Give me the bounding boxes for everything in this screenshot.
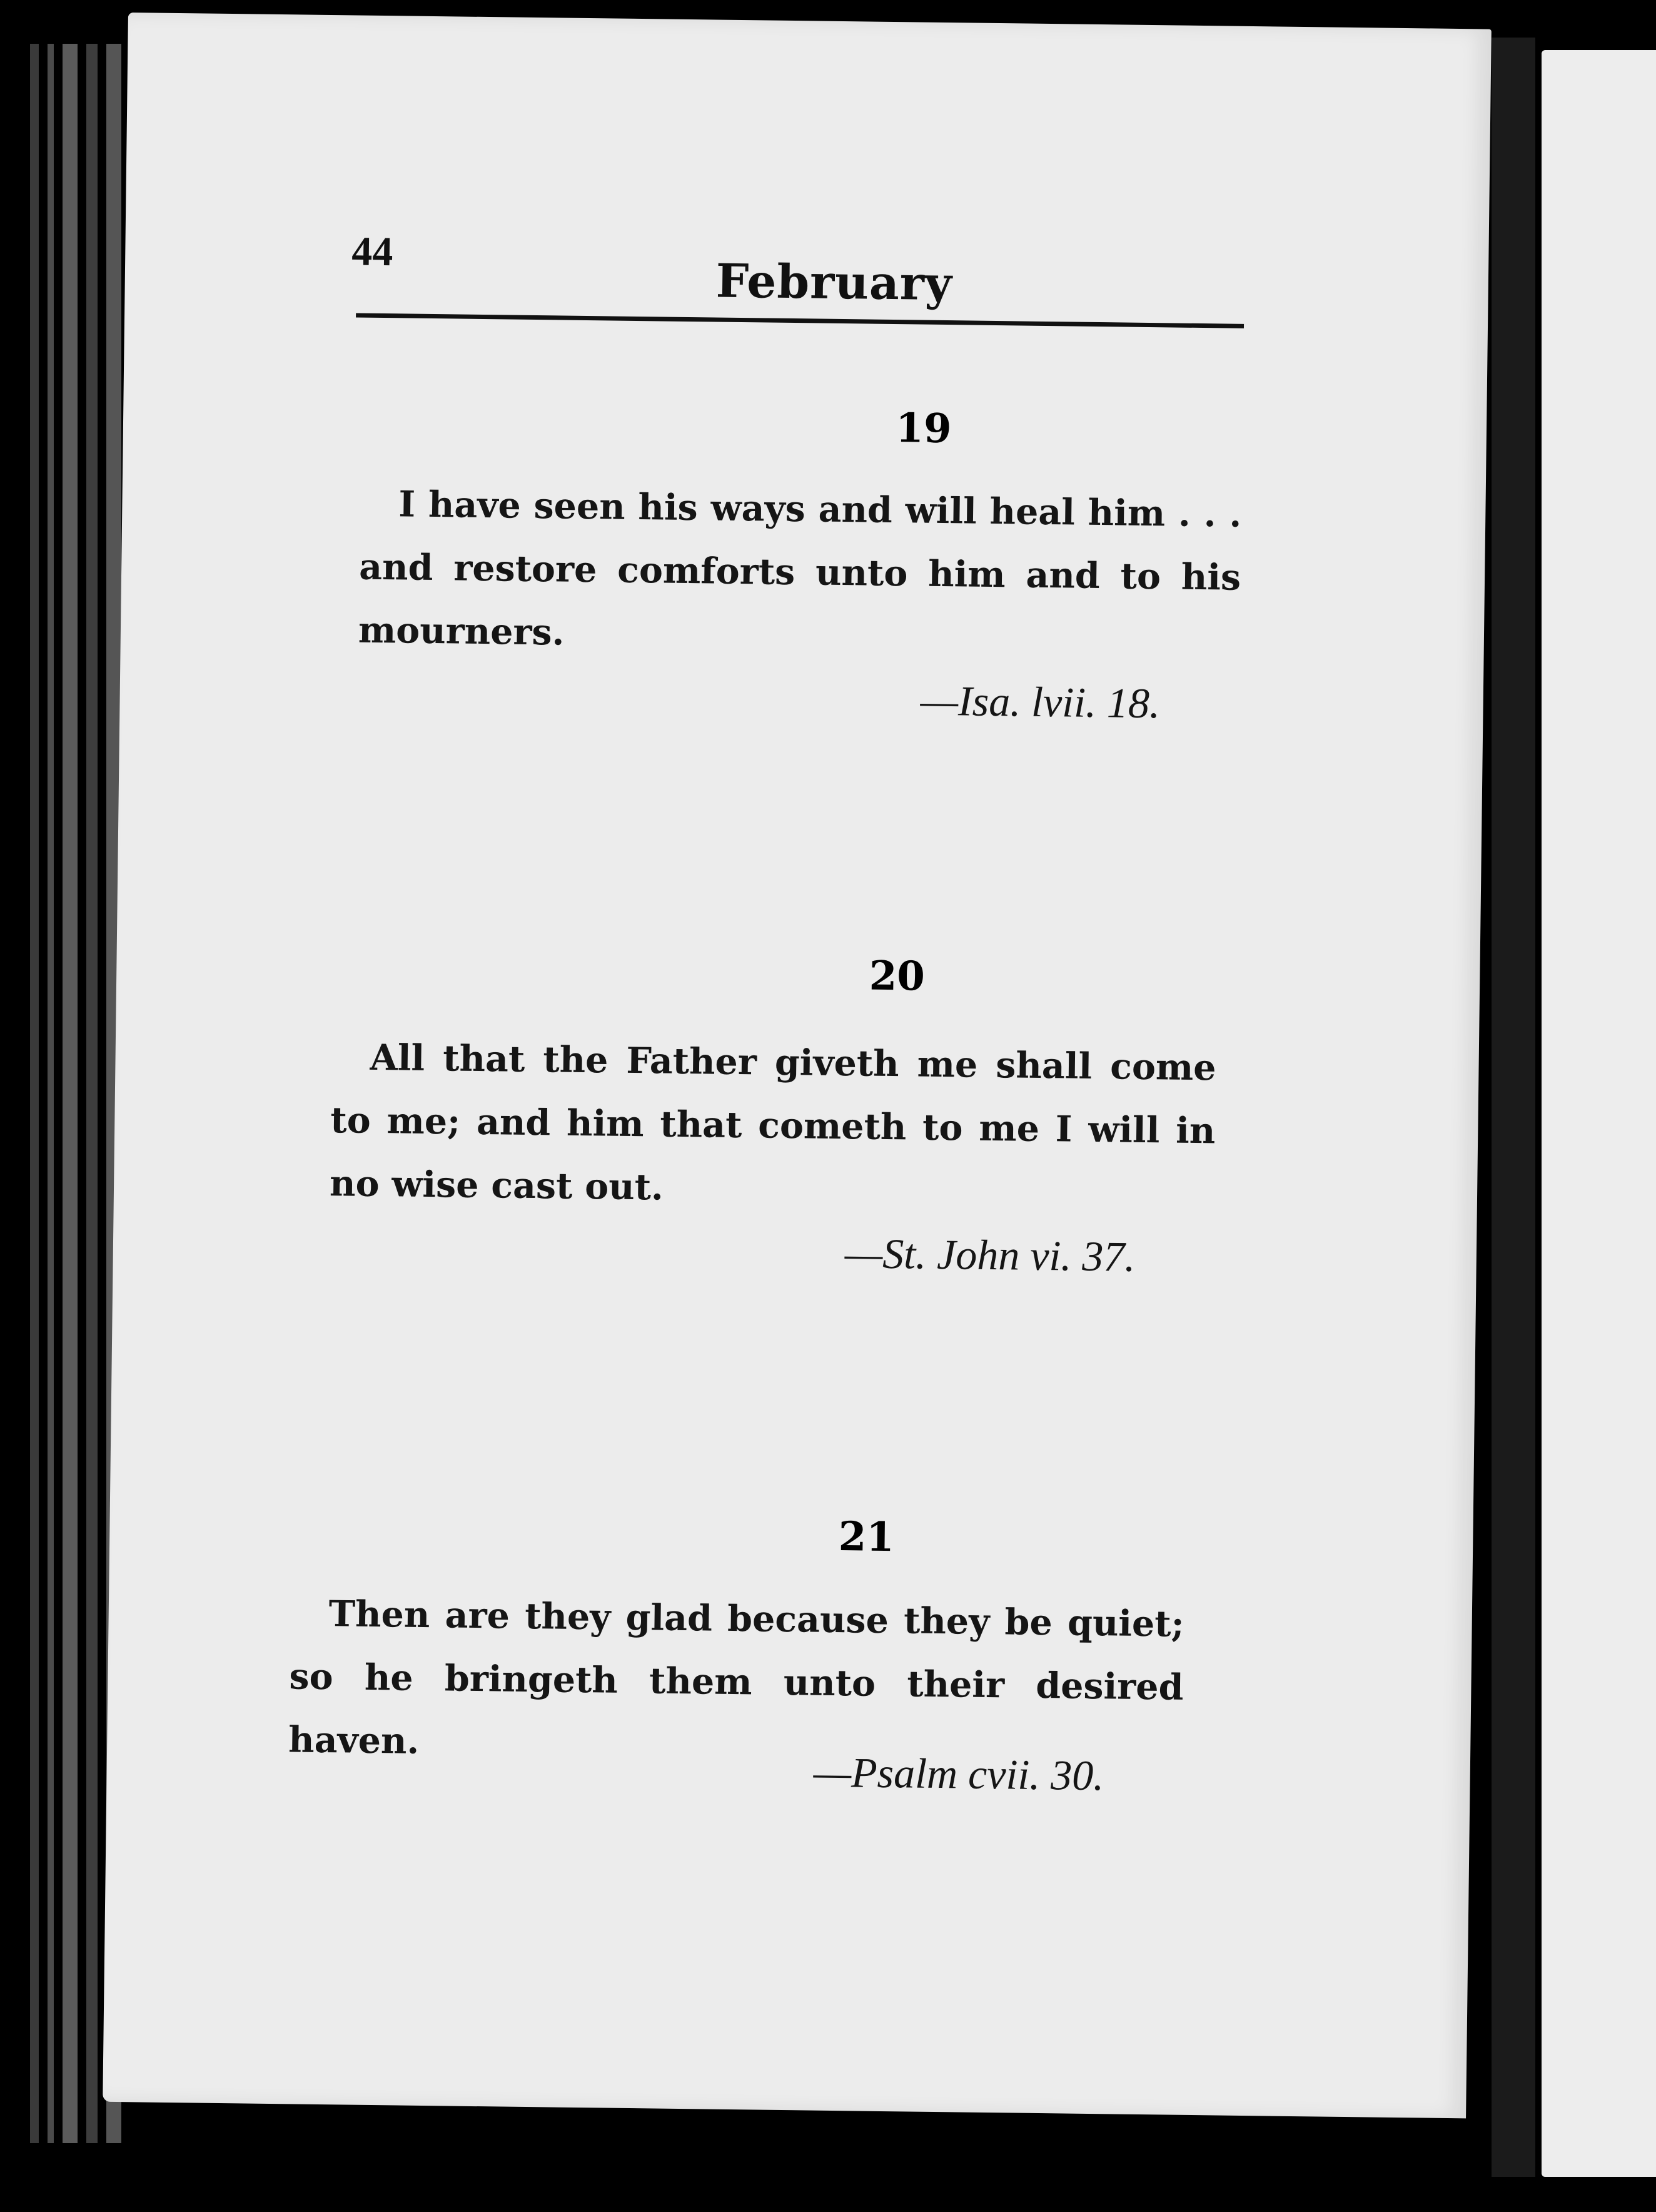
- book-gutter: [1492, 38, 1535, 2177]
- header-rule: [356, 313, 1244, 328]
- facing-page-edge: [1542, 50, 1656, 2177]
- page-edge-stripe: [30, 44, 39, 2143]
- day-number: 20: [869, 952, 926, 1000]
- day-number: 21: [838, 1513, 895, 1561]
- scripture-reference: —Psalm cvii. 30.: [813, 1748, 1104, 1800]
- book-page: [103, 13, 1492, 2118]
- page-edge-stripe: [63, 44, 78, 2143]
- page-edge-stripe: [86, 44, 98, 2143]
- scripture-reference: —Isa. lvii. 18.: [920, 676, 1161, 728]
- verse-text: Then are they glad because they be quiet; so he bringeth them unto their desired haven.: [288, 1593, 1185, 1762]
- day-number: 19: [895, 405, 952, 453]
- verse-text: I have seen his ways and will heal him . . . and restore comforts unto him and to his mourners.: [358, 483, 1242, 654]
- page-number: 44: [351, 228, 393, 275]
- running-head: February: [715, 254, 953, 312]
- scripture-reference: —St. John vi. 37.: [844, 1229, 1136, 1281]
- page-edge-stripe: [48, 44, 54, 2143]
- verse-text: All that the Father giveth me shall come to me; and him that cometh to me I will in no wise cast out.: [329, 1036, 1216, 1209]
